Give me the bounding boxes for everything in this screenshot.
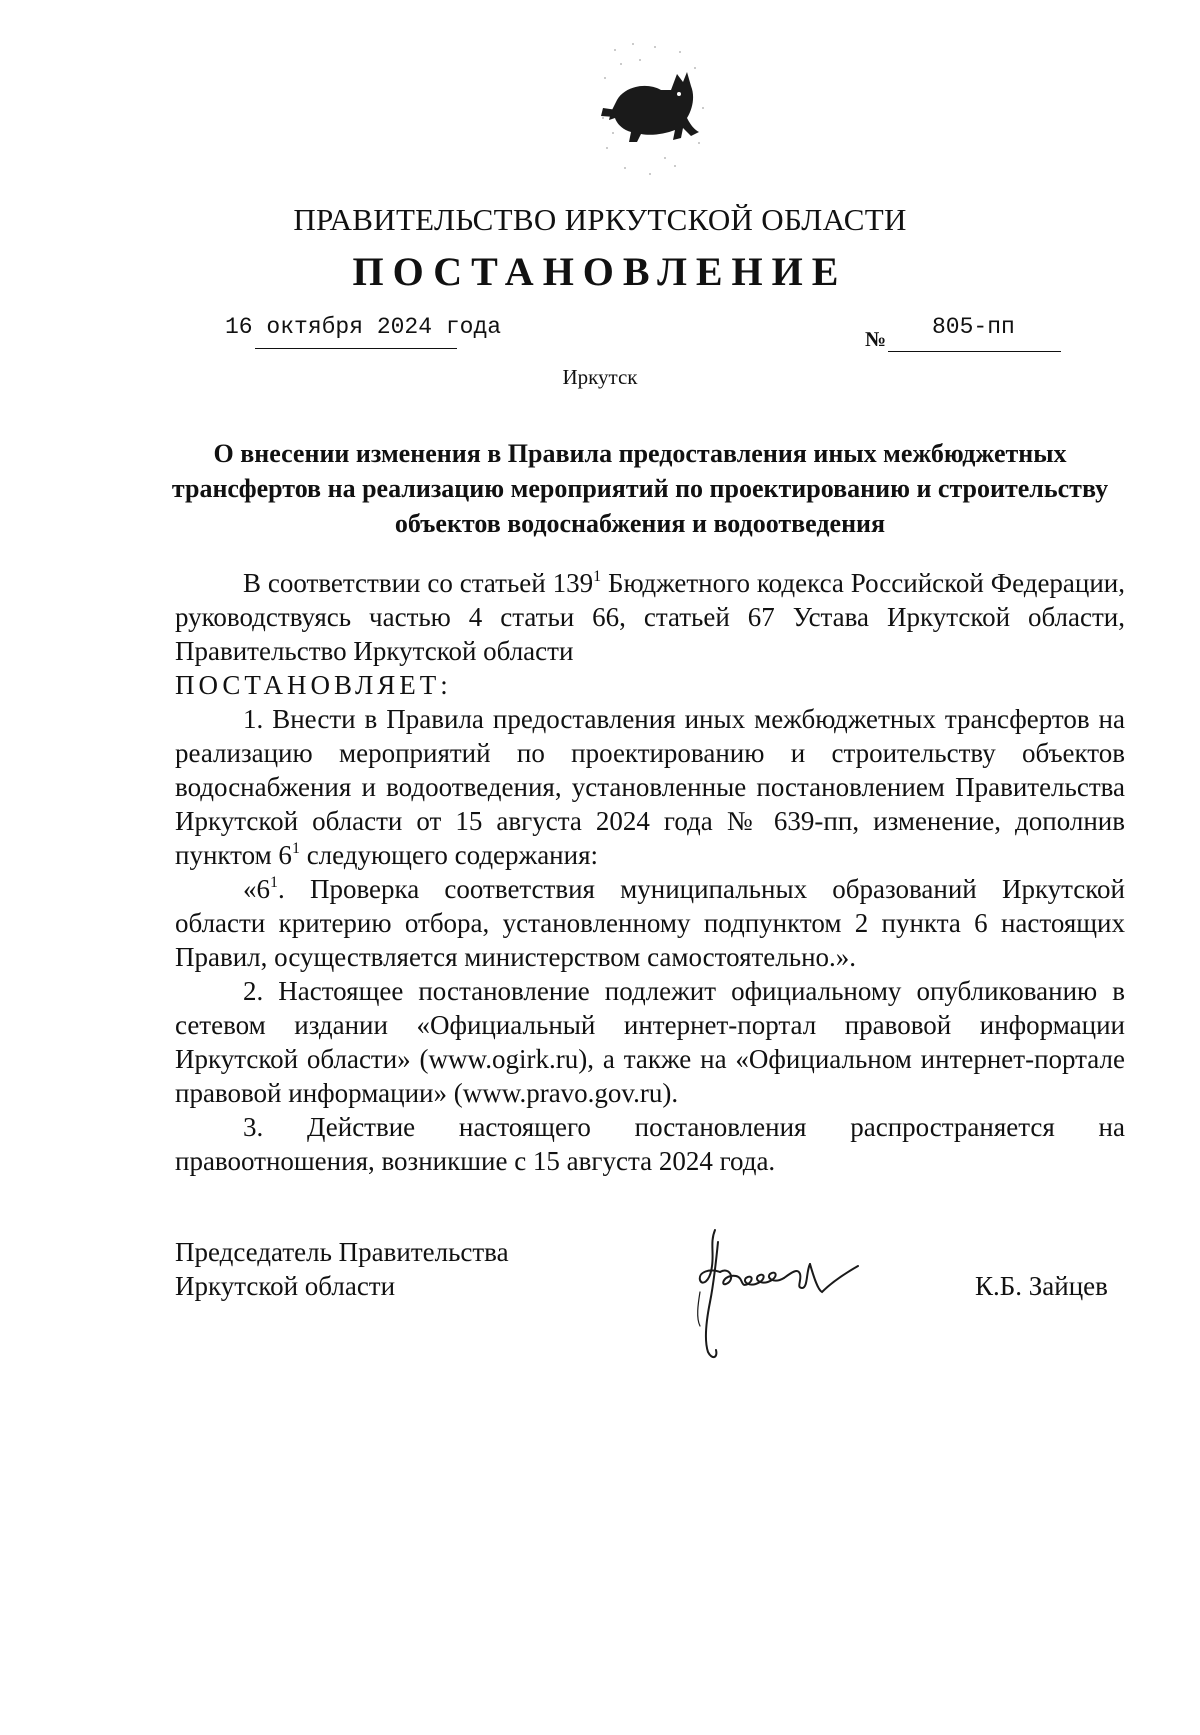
signer-position-line-1: Председатель Правительства [175,1237,509,1267]
issuing-authority: ПРАВИТЕЛЬСТВО ИРКУТСКОЙ ОБЛАСТИ [293,202,907,237]
preamble-paragraph: В соответствии со статьей $139^1$ Бюджетного кодекса Российской Федерации, руководствуясь частью 4 статьи 66, статьей 67 Устава Иркутской области, Правительство Иркутской области [175,568,1126,666]
quoted-amendment-paragraph: «$6^1$. Проверка соответствия муниципальных образований Иркутской области критерию отбора, установленному подпунктом 2 пункта 6 настоящих Правил, осуществляется министерством самостоятельно.». [175,874,1125,972]
signer-position [175,1235,509,1303]
date-underline [255,348,457,349]
item-1-paragraph: 1. Внести в Правила предоставления иных межбюджетных трансфертов на реализацию мероприятий по проектированию и строительству объектов водоснабжения и водоотведения, установленные постановлением Правительства Иркутской области от 15 августа 2024 года № 639-пп, изменение, дополнив пунктом $6^1$ следующего содержания: [175,704,1125,870]
item-2-paragraph: 2. Настоящее постановление подлежит официальному опубликованию в сетевом издании «Официальный интернет-портал правовой информации Иркутской области» (www.ogirk.ru), а также на «Официальном интернет-портале правовой информации» (www.pravo.gov.ru). [175,976,1125,1108]
document-date-field [225,314,502,340]
signer-name: К.Б. Зайцев [975,1271,1108,1301]
issue-city: Иркутск [562,365,638,389]
document-body [175,566,1125,1178]
decree-word: ПОСТАНОВЛЯЕТ: [175,670,452,700]
handwritten-signature-icon [680,1222,910,1382]
coat-of-arms-icon [595,38,710,183]
document-title: О внесении изменения в Правила предоставления иных межбюджетных трансфертов на реализацию мероприятий по проектированию и строительству объектов водоснабжения и водоотведения [171,439,1109,538]
item-3-paragraph: 3. Действие настоящего постановления распространяется на правоотношения, возникшие с 15 августа 2024 года. [175,1112,1125,1176]
number-sign: № [865,327,887,351]
document-type-heading: ПОСТАНОВЛЕНИЕ [352,249,848,294]
number-underline [888,351,1061,352]
document-number: 805-пп [932,314,1015,340]
document-date: 16 октября 2024 года [225,314,502,340]
signer-position-line-2: Иркутской области [175,1271,396,1301]
